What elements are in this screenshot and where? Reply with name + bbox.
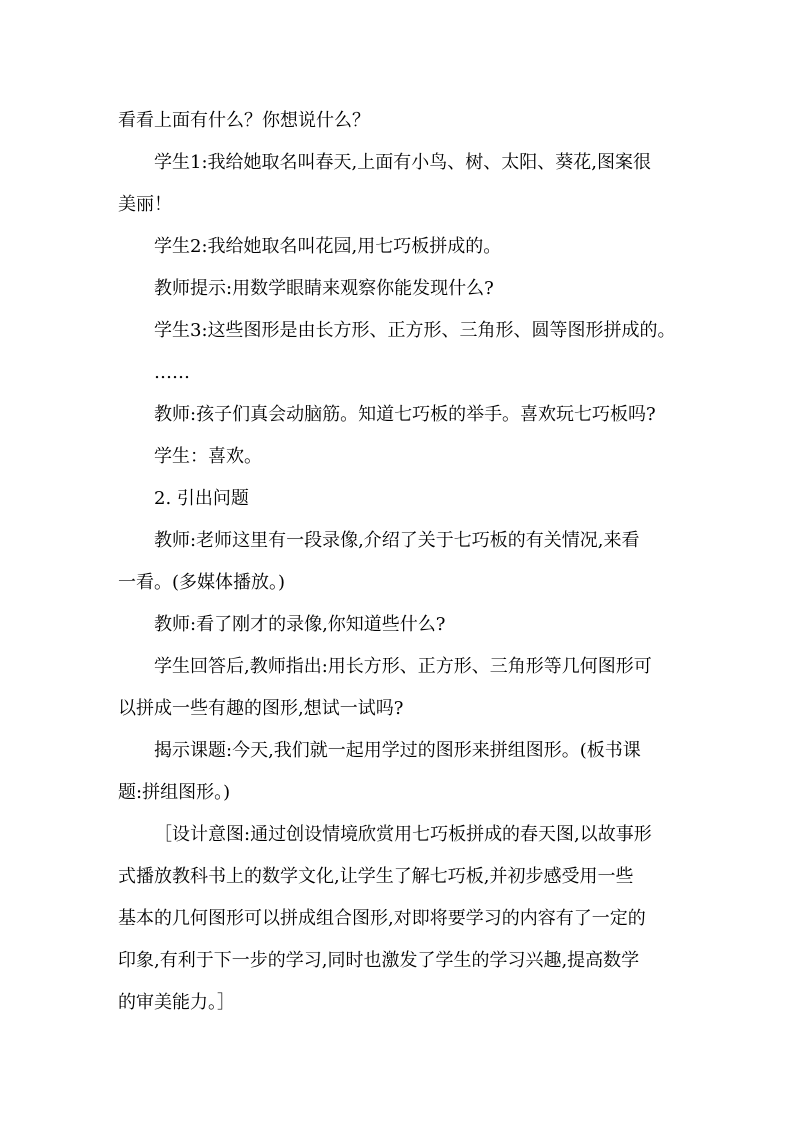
text-line: 学生2:我给她取名叫花园,用七巧板拼成的。 xyxy=(154,236,502,257)
paragraph-design-intent xyxy=(118,814,678,1024)
paragraph-student2 xyxy=(118,226,678,268)
paragraph-teacher-hint xyxy=(118,268,678,310)
text-line: 看看上面有什么？你想说什么？ xyxy=(118,110,370,131)
text-line: 教师提示:用数学眼睛来观察你能发现什么? xyxy=(154,278,494,299)
text-line: 揭示课题:今天,我们就一起用学过的图形来拼组图形。(板书课 xyxy=(154,740,641,761)
text-line: 印象,有利于下一步的学习,同时也激发了学生的学习兴趣,提高数学 xyxy=(118,950,640,971)
text-line: 美丽！ xyxy=(118,194,172,215)
text-line: 基本的几何图形可以拼成组合图形,对即将要学习的内容有了一定的 xyxy=(118,908,646,929)
text-line: 一看。(多媒体播放。) xyxy=(118,572,286,593)
text-line: 以拼成一些有趣的图形,想试一试吗? xyxy=(118,698,404,719)
text-line: 学生1:我给她取名叫春天,上面有小鸟、树、太阳、葵花,图案很 xyxy=(154,152,651,173)
paragraph-student1 xyxy=(118,142,678,226)
paragraph-teacher-question xyxy=(118,604,678,646)
section-heading xyxy=(118,478,678,520)
text-line: 教师:孩子们真会动脑筋。知道七巧板的举手。喜欢玩七巧板吗? xyxy=(154,404,656,425)
paragraph-ellipsis xyxy=(118,352,678,394)
paragraph-teacher-point xyxy=(118,646,678,730)
text-line: 教师:看了刚才的录像,你知道些什么? xyxy=(154,614,446,635)
paragraph-question xyxy=(118,100,678,142)
paragraph-teacher-praise xyxy=(118,394,678,436)
text-line: 式播放教科书上的数学文化,让学生了解七巧板,并初步感受用一些 xyxy=(118,866,634,887)
paragraph-topic xyxy=(118,730,678,814)
paragraph-student-reply xyxy=(118,436,678,478)
text-line: 学生回答后,教师指出:用长方形、正方形、三角形等几何图形可 xyxy=(154,656,652,677)
text-line: …… xyxy=(154,362,190,383)
text-line: ［设计意图:通过创设情境欣赏用七巧板拼成的春天图,以故事形 xyxy=(154,824,652,845)
paragraph-teacher-video xyxy=(118,520,678,604)
paragraph-student3 xyxy=(118,310,678,352)
text-line: 题:拼组图形。) xyxy=(118,782,231,803)
text-line: 学生：喜欢。 xyxy=(154,446,262,467)
text-line: 的审美能力。］ xyxy=(118,992,235,1013)
text-line: 学生3:这些图形是由长方形、正方形、三角形、圆等图形拼成的。 xyxy=(154,320,676,341)
text-line: 教师:老师这里有一段录像,介绍了关于七巧板的有关情况,来看 xyxy=(154,530,640,551)
text-line: 2. 引出问题 xyxy=(154,488,249,509)
